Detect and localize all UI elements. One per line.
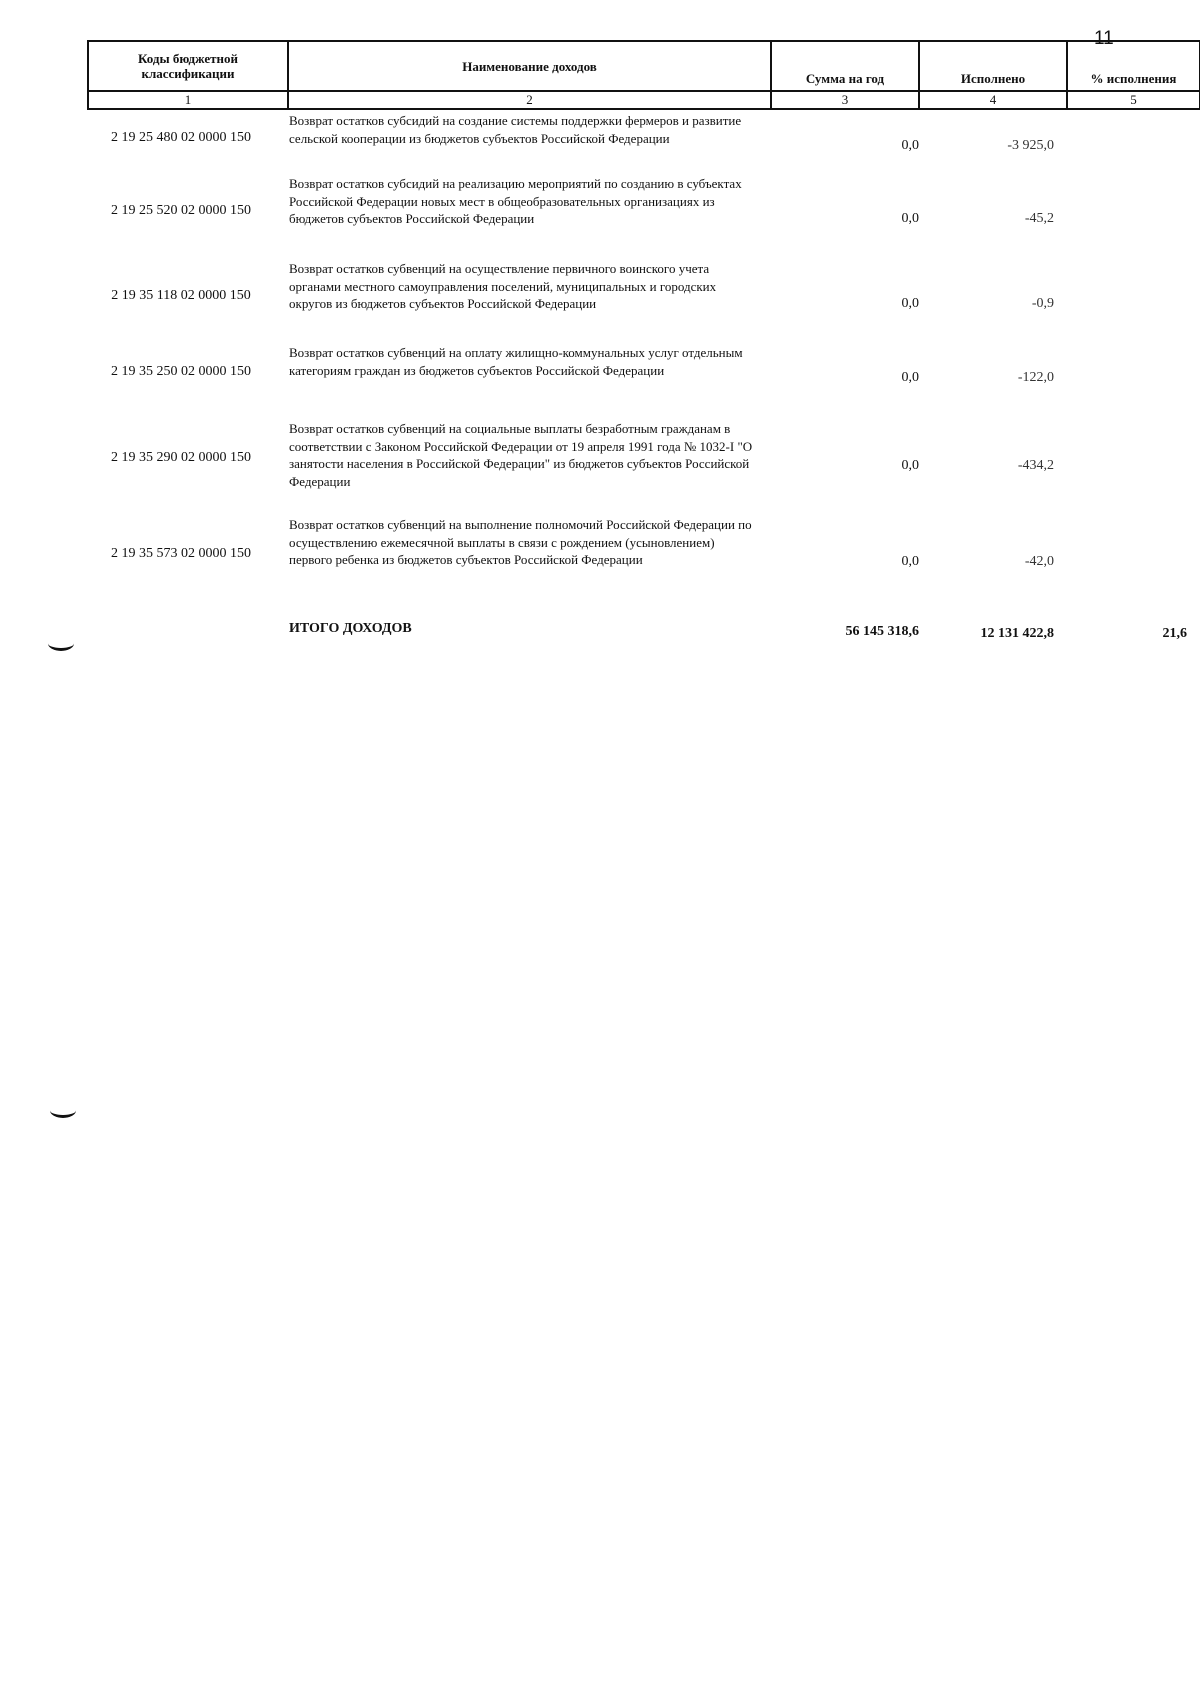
header-num-1: 1	[88, 91, 288, 109]
table-row	[87, 260, 1199, 340]
row-executed: -122,0	[1017, 370, 1054, 385]
row-sum: 0,0	[901, 370, 919, 385]
table-row	[87, 344, 1199, 404]
header-num-3: 3	[771, 91, 919, 109]
row-code: 2 19 35 290 02 0000 150	[111, 450, 251, 465]
row-code: 2 19 25 520 02 0000 150	[111, 203, 251, 218]
page-number: 11	[1094, 28, 1114, 49]
row-executed: -0,9	[1031, 296, 1054, 311]
row-sum: 0,0	[901, 211, 919, 226]
table-row	[87, 175, 1199, 255]
header-num-2: 2	[288, 91, 771, 109]
row-sum: 0,0	[901, 296, 919, 311]
header-executed: Исполнено	[919, 41, 1067, 91]
row-name: Возврат остатков субвенций на социальные выплаты безработным гражданам в соответствии с Законом Российской Федерации от 19 апреля 1991 года № 1032-I "О занятости населения в Российской Федерации" из бюджетов субъектов Российской Федерации	[289, 421, 753, 489]
row-sum: 0,0	[901, 554, 919, 569]
total-label: ИТОГО ДОХОДОВ	[289, 621, 412, 636]
row-sum: 0,0	[901, 458, 919, 473]
row-name: Возврат остатков субвенций на осуществление первичного воинского учета органами местного самоуправления поселений, муниципальных и городских округов из бюджетов субъектов Российской Федерации	[289, 261, 717, 311]
row-executed: -3 925,0	[1007, 138, 1054, 153]
row-code: 2 19 35 573 02 0000 150	[111, 546, 251, 561]
row-code: 2 19 35 250 02 0000 150	[111, 364, 251, 379]
punch-hole-mark	[48, 636, 74, 651]
header-name: Наименование доходов	[288, 41, 771, 91]
total-percent: 21,6	[1162, 626, 1187, 641]
table-row	[87, 420, 1199, 500]
row-name: Возврат остатков субсидий на создание системы поддержки фермеров и развитие сельской кооперации из бюджетов субъектов Российской Федерации	[289, 113, 742, 146]
row-executed: -45,2	[1024, 211, 1054, 226]
row-executed: -42,0	[1024, 554, 1054, 569]
header-sum: Сумма на год	[771, 41, 919, 91]
row-name: Возврат остатков субвенций на оплату жилищно-коммунальных услуг отдельным категориям граждан из бюджетов субъектов Российской Федерации	[289, 345, 743, 378]
row-code: 2 19 25 480 02 0000 150	[111, 130, 251, 145]
row-name: Возврат остатков субвенций на выполнение полномочий Российской Федерации по осуществлению ежемесячной выплаты в связи с рождением (усыновлением) первого ребенка из бюджетов субъектов Российской Федерации	[289, 517, 752, 567]
total-row	[87, 620, 1199, 650]
table-header	[87, 40, 1200, 110]
total-executed: 12 131 422,8	[980, 626, 1054, 641]
total-sum: 56 145 318,6	[845, 624, 919, 639]
table-row	[87, 112, 1199, 172]
row-code: 2 19 35 118 02 0000 150	[111, 288, 251, 303]
row-sum: 0,0	[901, 138, 919, 153]
header-num-5: 5	[1067, 91, 1200, 109]
table-row	[87, 516, 1199, 596]
header-codes: Коды бюджетной классификации	[88, 41, 288, 91]
punch-hole-mark	[50, 1103, 76, 1118]
header-percent: % исполнения	[1067, 41, 1200, 91]
header-num-4: 4	[919, 91, 1067, 109]
row-executed: -434,2	[1017, 458, 1054, 473]
row-name: Возврат остатков субсидий на реализацию мероприятий по созданию в субъектах Российской Федерации новых мест в общеобразовательных организациях из бюджетов субъектов Российской Федерации	[289, 176, 742, 226]
